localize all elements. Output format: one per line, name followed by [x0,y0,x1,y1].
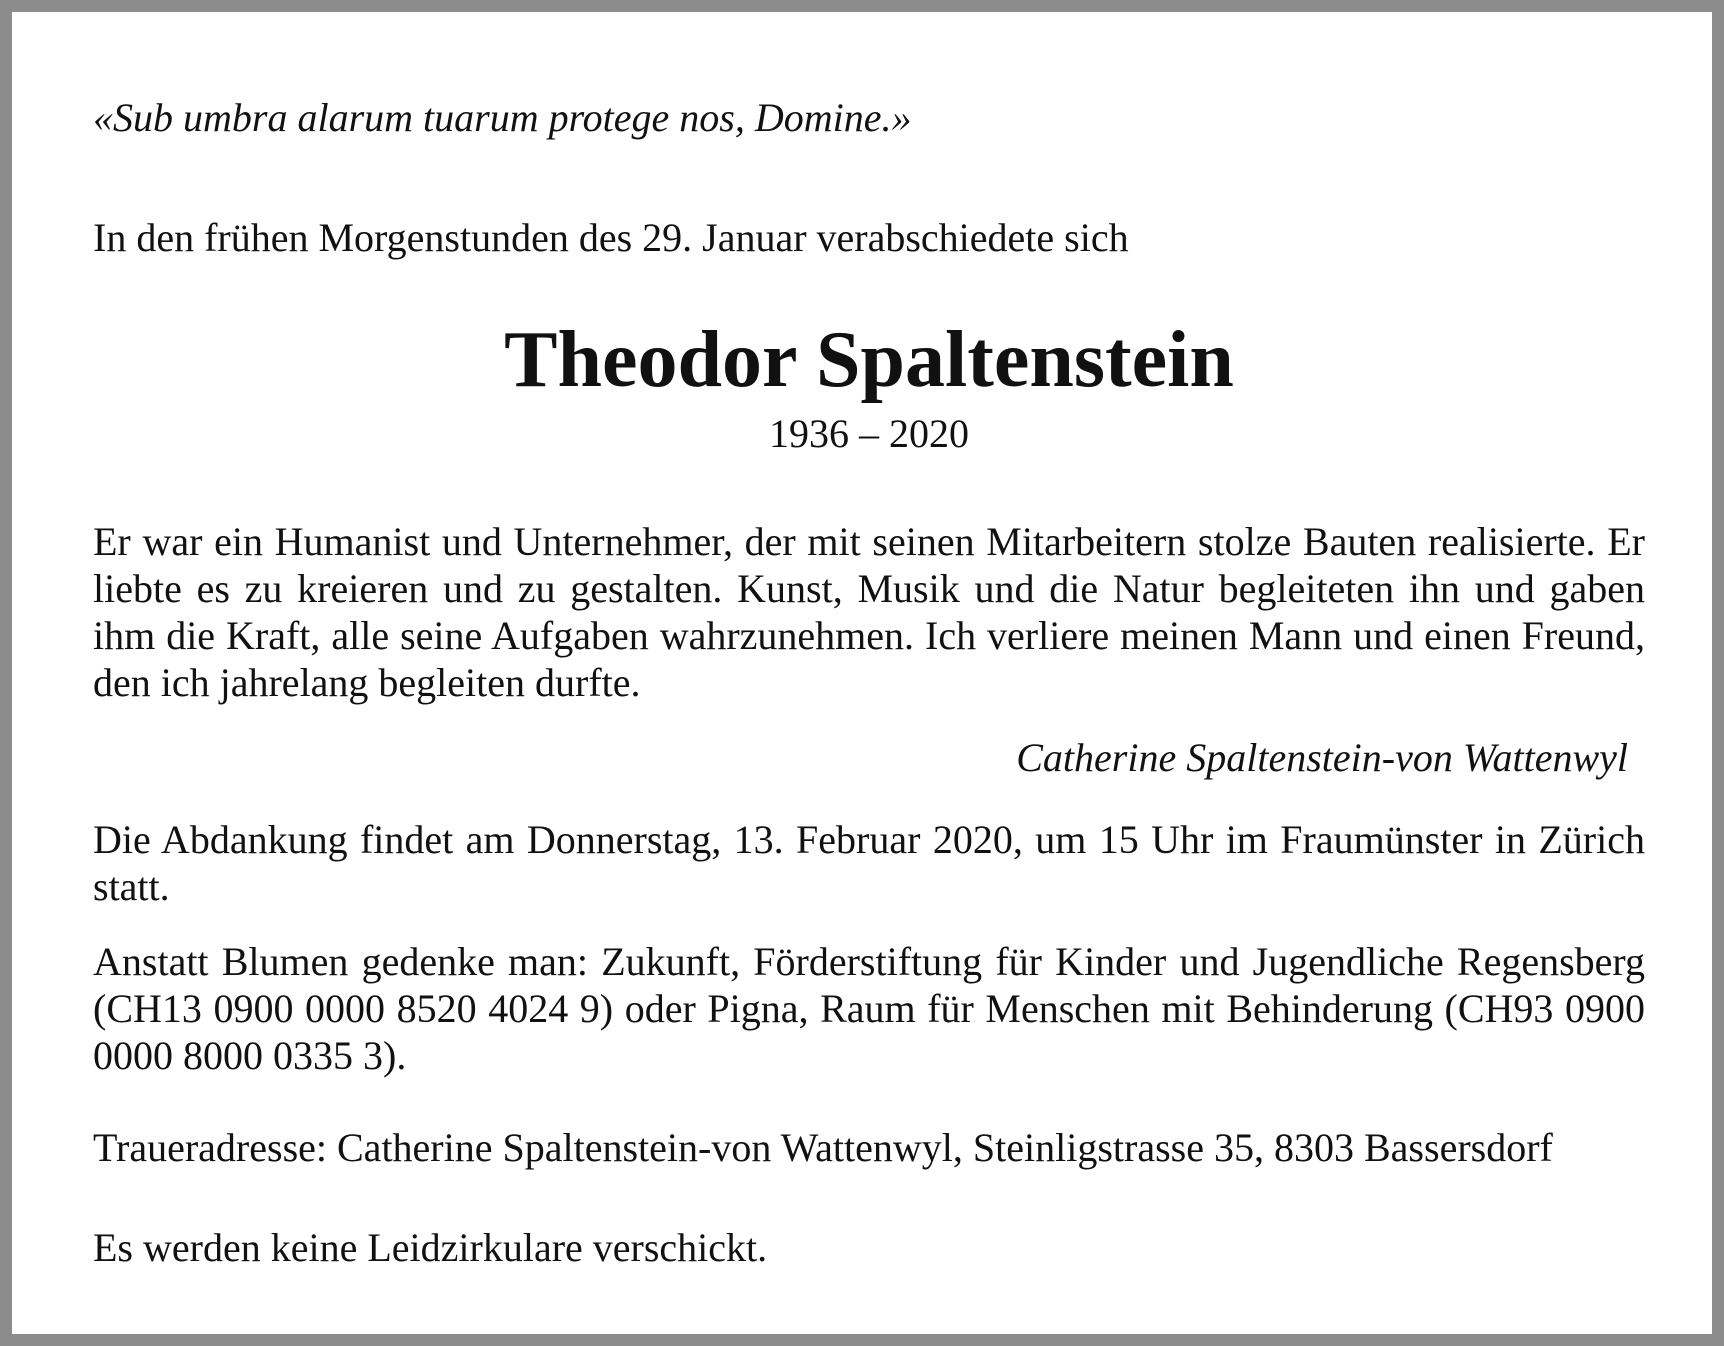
latin-motto: «Sub umbra alarum tuarum protege nos, Domine.» [93,95,912,140]
donations-paragraph: Anstatt Blumen gedenke man: Zukunft, Förderstiftung für Kinder und Jugendliche Regensberg (CH13 0900 0000 8520 4024 9) oder Pigna, Raum für Menschen mit Behinderung (CH93 0900 0000 8000 0335 3). [93,939,1645,1078]
tribute-paragraph: Er war ein Humanist und Unternehmer, der mit seinen Mitarbeitern stolze Bauten realisierte. Er liebte es zu kreieren und zu gestalten. Kunst, Musik und die Natur begleiteten ihn und gaben ihm die Kraft, alle seine Aufgaben wahrzunehmen. Ich verliere meinen Mann und einen Freund, den ich jahrelang begleiten durfte. [93,519,1645,705]
closing-note: Es werden keine Leidzirkulare verschickt. [93,1225,768,1270]
service-paragraph: Die Abdankung findet am Donnerstag, 13. Februar 2020, um 15 Uhr im Fraumünster in Zürich statt. [93,817,1645,909]
life-years: 1936 – 2020 [769,411,969,456]
intro-line: In den frühen Morgenstunden des 29. Januar verabschiedete sich [93,215,1129,260]
mourning-address: Traueradresse: Catherine Spaltenstein-von Wattenwyl, Steinligstrasse 35, 8303 Bassersdorf [93,1125,1553,1170]
deceased-name: Theodor Spaltenstein [504,316,1234,404]
obituary-page [12,12,1712,1334]
signature: Catherine Spaltenstein-von Wattenwyl [1016,735,1628,780]
